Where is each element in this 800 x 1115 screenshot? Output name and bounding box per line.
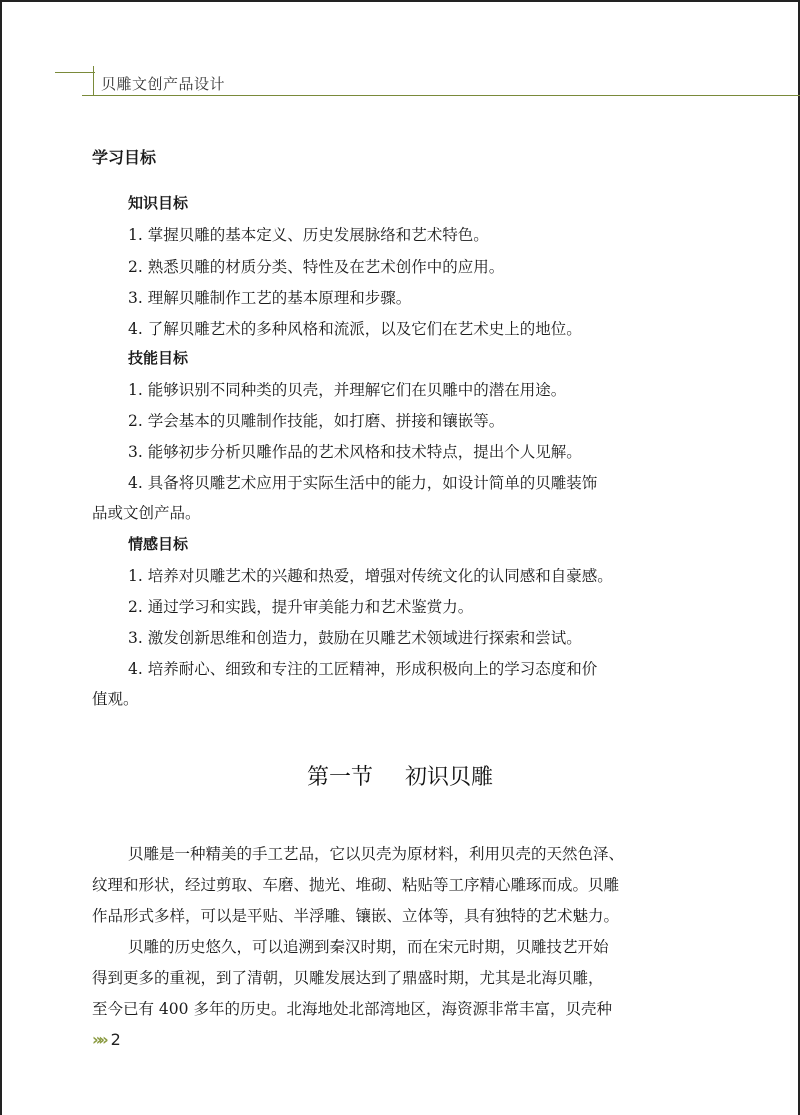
emotion-goal-1: 1. 培养对贝雕艺术的兴趣和热爱，增强对传统文化的认同感和自豪感。	[128, 567, 613, 585]
page-border-top	[0, 0, 800, 2]
page-number: 2	[110, 1030, 121, 1049]
para2-line-2: 得到更多的重视，到了清朝，贝雕发展达到了鼎盛时期，尤其是北海贝雕，	[92, 969, 604, 987]
para1-line-2: 纹理和形状，经过剪取、车磨、抛光、堆砌、粘贴等工序精心雕琢而成。贝雕	[92, 876, 620, 894]
skill-goal-2: 2. 学会基本的贝雕制作技能，如打磨、拼接和镶嵌等。	[128, 412, 505, 430]
skill-goals-title: 技能目标	[128, 349, 189, 367]
knowledge-goal-1: 1. 掌握贝雕的基本定义、历史发展脉络和艺术特色。	[128, 226, 489, 244]
page-footer	[92, 1030, 121, 1049]
knowledge-goal-4: 4. 了解贝雕艺术的多种风格和流派，以及它们在艺术史上的地位。	[128, 320, 582, 338]
section-heading	[0, 760, 800, 791]
emotion-goals-title: 情感目标	[128, 535, 189, 553]
skill-goal-4: 4. 具备将贝雕艺术应用于实际生活中的能力，如设计简单的贝雕装饰	[128, 474, 598, 492]
emotion-goal-4: 4. 培养耐心、细致和专注的工匠精神，形成积极向上的学习态度和价	[128, 660, 598, 678]
skill-goal-3: 3. 能够初步分析贝雕作品的艺术风格和技术特点，提出个人见解。	[128, 443, 582, 461]
running-title: 贝雕文创产品设计	[101, 75, 226, 93]
section-title: 初识贝雕	[405, 765, 494, 790]
skill-goal-4-continued: 品或文创产品。	[92, 504, 201, 522]
knowledge-goals-title: 知识目标	[128, 194, 189, 212]
knowledge-goal-2: 2. 熟悉贝雕的材质分类、特性及在艺术创作中的应用。	[128, 258, 505, 276]
para1-line-1: 贝雕是一种精美的手工艺品，它以贝壳为原材料，利用贝壳的天然色泽、	[128, 845, 625, 863]
header-divider	[93, 66, 94, 96]
header-rule-short	[55, 72, 95, 73]
para1-line-3: 作品形式多样，可以是平贴、半浮雕、镶嵌、立体等，具有独特的艺术魅力。	[92, 907, 620, 925]
section-number: 第一节	[306, 765, 373, 790]
knowledge-goal-3: 3. 理解贝雕制作工艺的基本原理和步骤。	[128, 289, 412, 307]
learning-goals-heading: 学习目标	[92, 148, 157, 167]
emotion-goal-4-continued: 值观。	[92, 690, 139, 708]
header-rule-long	[82, 95, 800, 96]
page-border-left	[0, 0, 2, 1115]
emotion-goal-2: 2. 通过学习和实践，提升审美能力和艺术鉴赏力。	[128, 598, 474, 616]
para2-line-3: 至今已有 400 多年的历史。北海地处北部湾地区，海资源非常丰富，贝壳种	[92, 1000, 612, 1018]
emotion-goal-3: 3. 激发创新思维和创造力，鼓励在贝雕艺术领域进行探索和尝试。	[128, 629, 582, 647]
para2-line-1: 贝雕的历史悠久，可以追溯到秦汉时期，而在宋元时期，贝雕技艺开始	[128, 938, 609, 956]
skill-goal-1: 1. 能够识别不同种类的贝壳，并理解它们在贝雕中的潜在用途。	[128, 381, 567, 399]
chevron-right-icon: »»	[92, 1030, 105, 1049]
